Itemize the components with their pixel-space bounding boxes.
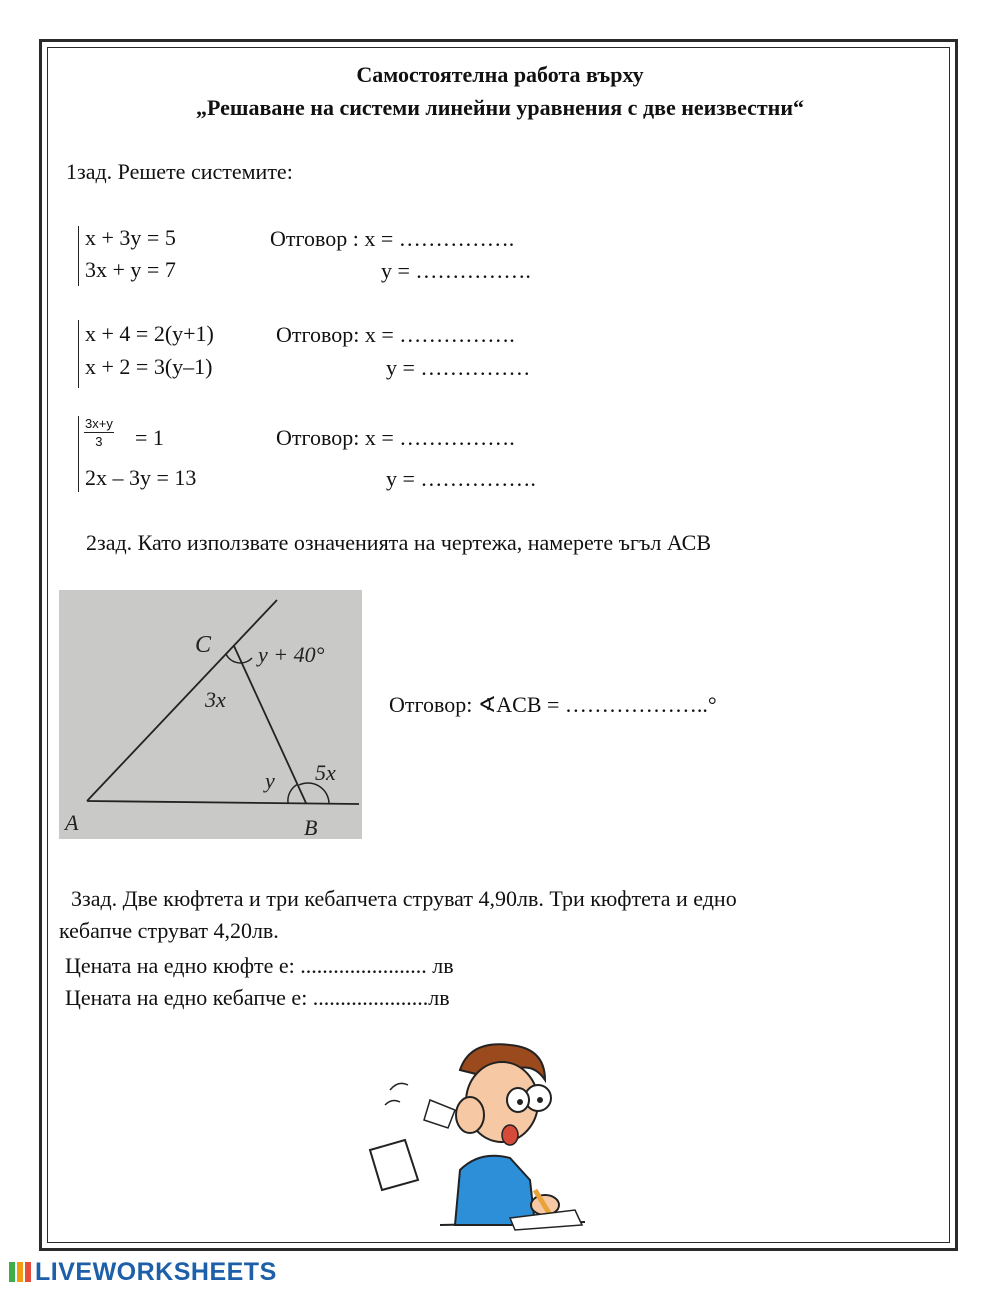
task3-line2: кебапче струват 4,20лв. <box>59 918 279 943</box>
label-b: B <box>304 815 318 839</box>
system3-answer-x[interactable]: Отговор: x = ……………. <box>276 425 515 450</box>
label-angle-b-outer: 5x <box>315 760 336 785</box>
eye-icon <box>537 1097 543 1103</box>
system1-eq2: 3x + y = 7 <box>85 257 176 282</box>
angle-b-inner-arc <box>288 784 298 803</box>
system3-fraction <box>84 415 114 451</box>
shirt-shape <box>455 1156 535 1225</box>
angle-b-outer-arc <box>299 783 329 803</box>
label-angle-c-outer: y + 40° <box>258 642 325 667</box>
label-a: A <box>65 810 79 835</box>
label-angle-b-inner: y <box>265 768 275 793</box>
system2-eq1: x + 4 = 2(y+1) <box>85 321 214 346</box>
paper-small-icon <box>424 1100 455 1128</box>
triangle-diagram <box>59 590 362 839</box>
task1-heading: 1зад. Решете системите: <box>66 159 293 184</box>
task3-line1: 3зад. Две кюфтета и три кебапчета струват 4,90лв. Три кюфтета и едно <box>71 886 737 911</box>
system2-brace <box>78 320 79 388</box>
line-ac-extended <box>87 600 277 801</box>
system3-brace <box>78 416 79 492</box>
paper-left-icon <box>370 1140 418 1190</box>
fraction-numerator: 3x+y <box>85 416 113 431</box>
system1-brace <box>78 226 79 286</box>
liveworksheets-logo-icon <box>8 1258 34 1286</box>
system3-answer-y[interactable]: y = ……………. <box>386 466 536 491</box>
system2-answer-x[interactable]: Отговор: x = ……………. <box>276 322 515 347</box>
task2-heading: 2зад. Като използвате означенията на чертежа, намерете ъгъл АСВ <box>86 530 712 555</box>
triangle-svg <box>59 590 362 839</box>
task3-answer-kyufte[interactable]: Цената на едно кюфте е: ....................... лв <box>65 953 454 978</box>
fraction-denominator: 3 <box>95 434 103 449</box>
task2-answer[interactable]: Отговор: ∢ACB = ………………..° <box>389 692 717 717</box>
motion-line-icon <box>385 1101 400 1105</box>
thinking-student-illustration <box>360 1040 590 1235</box>
system1-answer-x[interactable]: Отговор : x = ……………. <box>270 226 515 251</box>
line-ab <box>87 801 359 804</box>
system2-answer-y[interactable]: y = …………… <box>386 355 531 380</box>
system2-eq2: x + 2 = 3(y–1) <box>85 354 213 379</box>
liveworksheets-logo-text[interactable]: LIVEWORKSHEETS <box>35 1258 277 1286</box>
system3-eq2: 2x – 3y = 13 <box>85 465 197 490</box>
system1-answer-y[interactable]: y = ……………. <box>381 258 531 283</box>
system1-eq1: x + 3y = 5 <box>85 225 176 250</box>
eye-icon <box>517 1099 523 1105</box>
label-angle-c-inner: 3x <box>205 687 226 712</box>
mouth-icon <box>502 1125 518 1145</box>
worksheet-title: Самостоятелна работа върху <box>356 62 644 87</box>
worksheet-subtitle: „Решаване на системи линейни уравнения с две неизвестни“ <box>195 95 805 120</box>
task3-answer-kebapche[interactable]: Цената на едно кебапче е: .....................лв <box>65 985 450 1010</box>
hand-icon <box>456 1097 484 1133</box>
motion-line-icon <box>390 1083 408 1090</box>
label-c: C <box>195 632 212 658</box>
system3-eq1-rest: = 1 <box>135 425 164 450</box>
